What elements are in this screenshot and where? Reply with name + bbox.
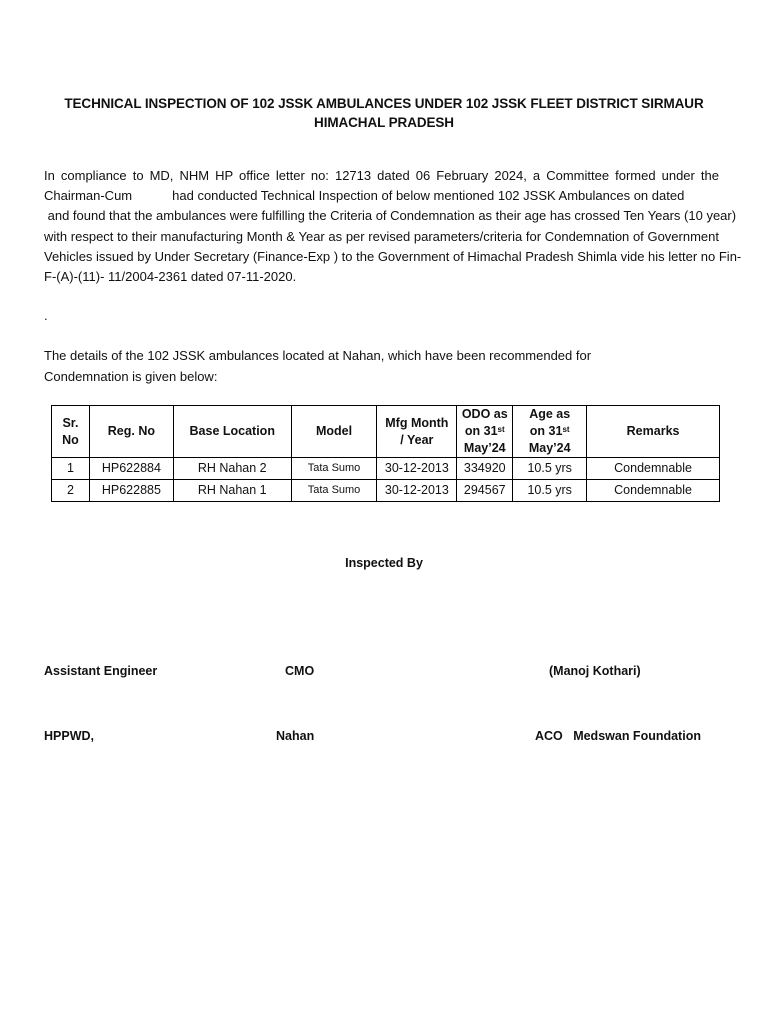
signatory-nahan: Nahan	[276, 729, 315, 743]
separator-dot: .	[44, 308, 48, 323]
cell-odo: 294567	[457, 480, 513, 502]
table-row	[52, 480, 720, 502]
cell-model: Tata Sumo	[291, 458, 377, 480]
cell-base: RH Nahan 1	[173, 480, 291, 502]
cell-sr: 1	[52, 458, 90, 480]
table-row	[52, 458, 720, 480]
table-header-row	[52, 406, 720, 458]
cell-base: RH Nahan 2	[173, 458, 291, 480]
intro-line-3: and found that the ambulances were fulfilling the Criteria of Condemnation as their age has crossed Ten Years (10 year)	[44, 208, 737, 224]
inspection-text: had conducted Technical Inspection of below mentioned 102 JSSK Ambulances on dated	[172, 188, 685, 204]
signatory-cmo: CMO	[285, 664, 315, 678]
signatory-hppwd: HPPWD,	[44, 729, 94, 743]
cell-mfg: 30-12-2013	[377, 458, 457, 480]
details-line-1: The details of the 102 JSSK ambulances located at Nahan, which have been recommended for	[44, 348, 592, 363]
cell-sr: 2	[52, 480, 90, 502]
intro-line-1: In compliance to MD, NHM HP office letter no: 12713 dated 06 February 2024, a Committee formed under the	[44, 168, 719, 183]
intro-line-5: Vehicles issued by Under Secretary (Finance-Exp ) to the Government of Himachal Pradesh Shimla vide his letter no Fin-	[44, 248, 742, 264]
cell-remarks: Condemnable	[587, 458, 720, 480]
cell-mfg: 30-12-2013	[377, 480, 457, 502]
inspected-by-heading: Inspected By	[345, 556, 423, 570]
col-header-odo: ODO as on 31st May’24	[457, 406, 513, 458]
ambulance-table	[51, 405, 720, 502]
col-header-reg: Reg. No	[89, 406, 173, 458]
intro-line-2	[44, 186, 719, 206]
col-header-age: Age as on 31st May’24	[513, 406, 587, 458]
signatory-medswan-foundation: ACO Medswan Foundation	[535, 729, 701, 743]
cell-reg: HP622884	[89, 458, 173, 480]
details-paragraph	[44, 346, 719, 387]
intro-line-6: F-(A)-(11)- 11/2004-2361 dated 07-11-2020.	[44, 269, 297, 285]
cell-model: Tata Sumo	[291, 480, 377, 502]
intro-line-4: with respect to their manufacturing Month & Year as per revised parameters/criteria for Condemnation of Government	[44, 228, 719, 244]
details-line-2: Condemnation is given below:	[44, 368, 218, 384]
chairman-label: Chairman-Cum	[44, 188, 133, 204]
cell-odo: 334920	[457, 458, 513, 480]
cell-reg: HP622885	[89, 480, 173, 502]
signatory-assistant-engineer: Assistant Engineer	[44, 664, 158, 678]
cell-age: 10.5 yrs	[513, 480, 587, 502]
intro-paragraph	[44, 166, 742, 287]
document-title: TECHNICAL INSPECTION OF 102 JSSK AMBULANCES UNDER 102 JSSK FLEET DISTRICT SIRMAUR HIMACHAL PRADESH	[64, 96, 704, 130]
signatory-manoj-kothari: (Manoj Kothari)	[549, 664, 641, 678]
col-header-sr: Sr. No	[52, 406, 90, 458]
cell-remarks: Condemnable	[587, 480, 720, 502]
cell-age: 10.5 yrs	[513, 458, 587, 480]
col-header-base: Base Location	[173, 406, 291, 458]
col-header-mfg: Mfg Month / Year	[377, 406, 457, 458]
col-header-remarks: Remarks	[587, 406, 720, 458]
col-header-model: Model	[291, 406, 377, 458]
